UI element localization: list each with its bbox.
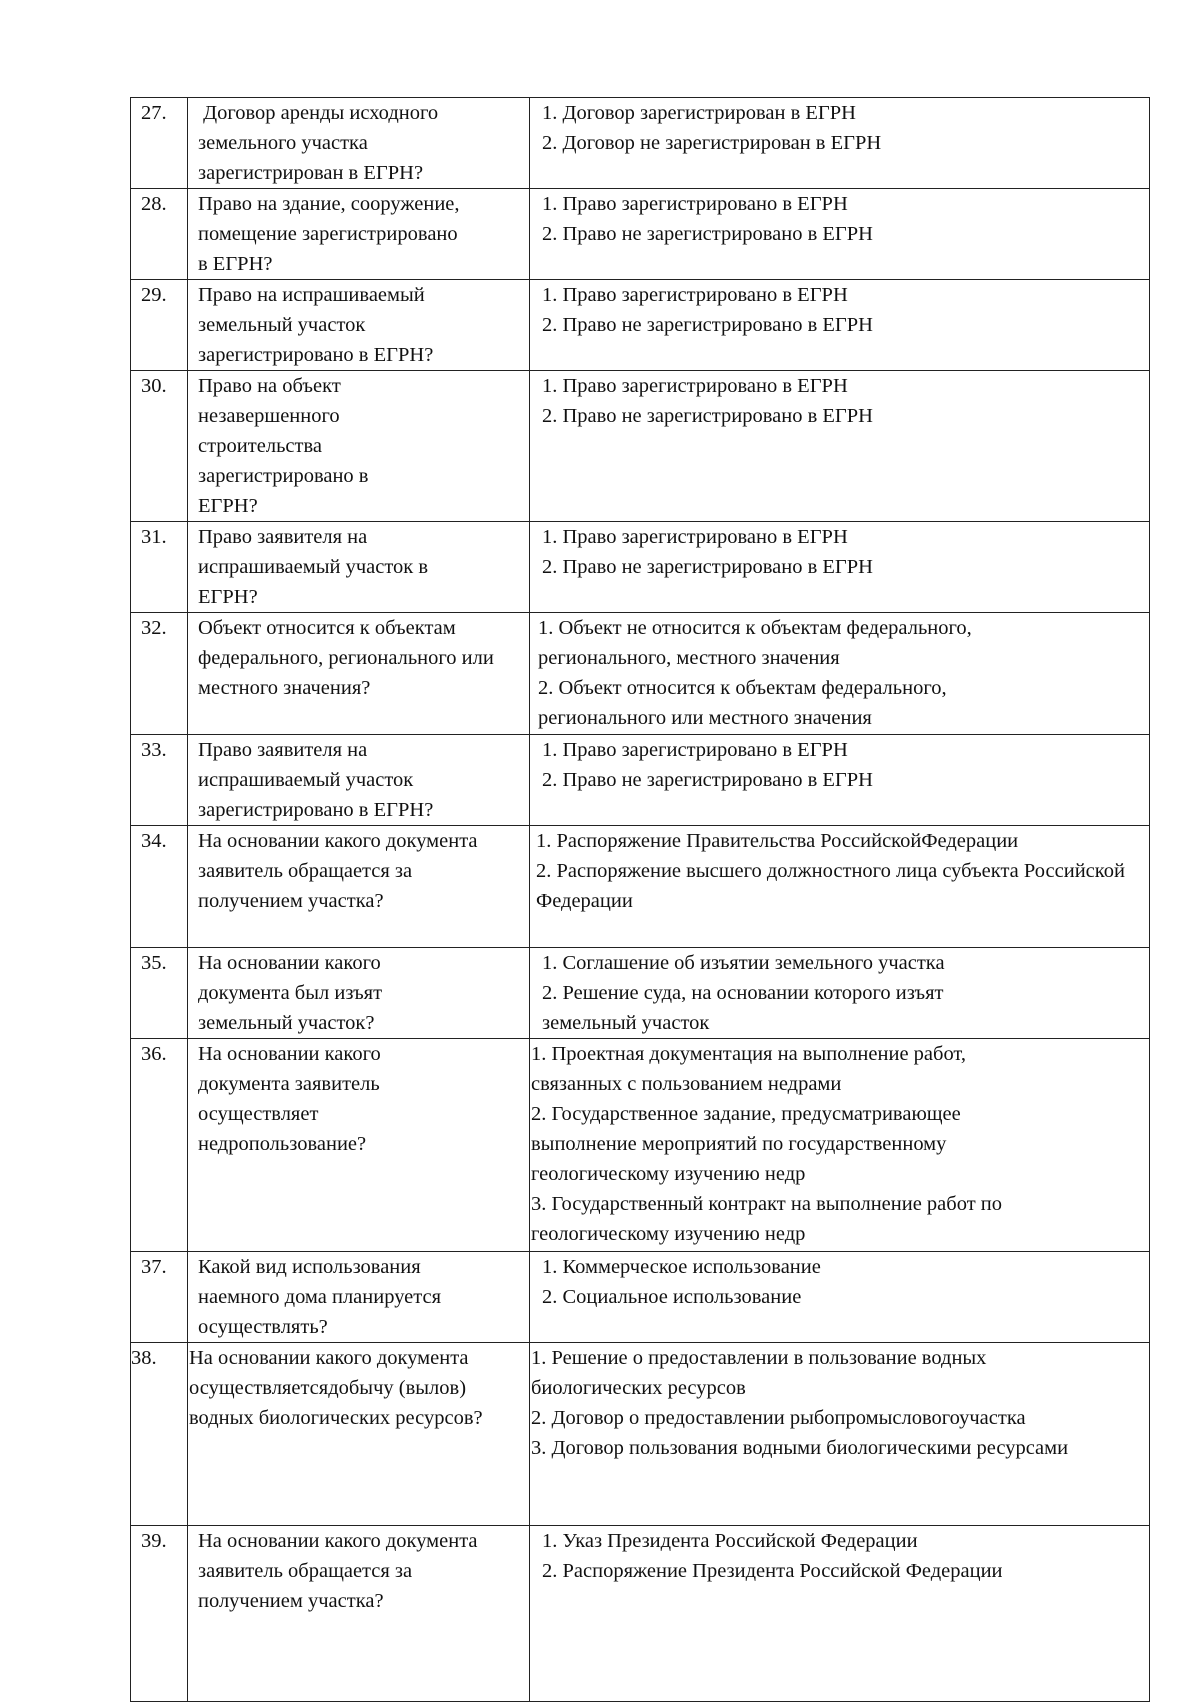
answer-cell [530, 1252, 1150, 1343]
answer-option: 1. Распоряжение Правительства РоссийскойФедерации [536, 830, 1019, 852]
answer-option: 2. Право не зарегистрировано в ЕГРН [542, 223, 873, 245]
question-cell [188, 189, 530, 280]
row-number: 38. [131, 1343, 188, 1526]
table-row [131, 280, 1150, 371]
answer-option: 2. Право не зарегистрировано в ЕГРН [542, 556, 873, 578]
answer-option: 1. Договор зарегистрирован в ЕГРН [542, 102, 856, 124]
answer-cell [530, 948, 1150, 1039]
question-text: Право на здание, сооружение, помещение зарегистрировано в ЕГРН? [198, 193, 460, 275]
question-cell [188, 735, 530, 826]
question-cell [188, 98, 530, 189]
table-row [131, 1039, 1150, 1252]
table-row [131, 613, 1150, 735]
answer-option: 2. Право не зарегистрировано в ЕГРН [542, 405, 873, 427]
answer-option: 2. Государственное задание, предусматривающее выполнение мероприятий по государственному геологическому изучению недр [531, 1103, 961, 1185]
answer-cell [530, 98, 1150, 189]
question-text: Договор аренды исходного земельного участка зарегистрирован в ЕГРН? [198, 102, 444, 184]
answer-cell [530, 826, 1150, 948]
row-number: 27. [131, 98, 188, 189]
row-number: 32. [131, 613, 188, 735]
question-text: Право заявителя на испрашиваемый участок в ЕГРН? [198, 526, 429, 608]
answer-option: 1. Решение о предоставлении в пользование водных биологических ресурсов [531, 1347, 987, 1399]
row-number: 39. [131, 1526, 188, 1702]
row-number: 36. [131, 1039, 188, 1252]
answer-cell [530, 522, 1150, 613]
answer-cell [530, 1039, 1150, 1252]
answer-cell [530, 371, 1150, 522]
answer-option: 2. Социальное использование [542, 1286, 802, 1308]
answer-cell [530, 613, 1150, 735]
table-row [131, 1252, 1150, 1343]
question-cell [188, 280, 530, 371]
answer-option: 1. Право зарегистрировано в ЕГРН [542, 739, 848, 761]
question-cell [188, 1526, 530, 1702]
document-page [130, 97, 1149, 1702]
answer-option: 2. Объект относится к объектам федерального, регионального или местного значения [538, 677, 947, 729]
answer-option: 1. Право зарегистрировано в ЕГРН [542, 193, 848, 215]
question-text: Право на испрашиваемый земельный участок зарегистрировано в ЕГРН? [198, 284, 434, 366]
answer-option: 2. Решение суда, на основании которого изъят земельный участок [542, 982, 944, 1034]
row-number: 31. [131, 522, 188, 613]
answer-option: 1. Проектная документация на выполнение работ, связанных с пользованием недрами [531, 1043, 966, 1095]
question-cell [188, 1039, 530, 1252]
question-text: Право заявителя на испрашиваемый участок зарегистрировано в ЕГРН? [198, 739, 434, 821]
question-text: На основании какого документа заявитель осуществляет недропользование? [198, 1043, 381, 1155]
answer-option: 1. Право зарегистрировано в ЕГРН [542, 284, 848, 306]
answer-option: 2. Распоряжение Президента Российской Федерации [542, 1560, 1003, 1582]
question-text: Право на объект незавершенного строительства зарегистрировано в ЕГРН? [198, 375, 369, 517]
answer-cell [530, 1526, 1150, 1702]
question-cell [188, 948, 530, 1039]
answer-option: 1. Право зарегистрировано в ЕГРН [542, 526, 848, 548]
row-number: 30. [131, 371, 188, 522]
row-number: 29. [131, 280, 188, 371]
table-row [131, 522, 1150, 613]
question-text: На основании какого документа осуществляетсядобычу (вылов) водных биологических ресурсов? [189, 1347, 483, 1429]
table-row [131, 948, 1150, 1039]
questions-table [130, 97, 1150, 1702]
answer-cell [530, 1343, 1150, 1526]
answer-option: 2. Распоряжение высшего должностного лица субъекта Российской Федерации [536, 860, 1125, 912]
answer-cell [530, 735, 1150, 826]
answer-option: 1. Объект не относится к объектам федерального, регионального, местного значения [538, 617, 972, 669]
table-row [131, 371, 1150, 522]
question-cell [188, 1343, 530, 1526]
table-row [131, 189, 1150, 280]
answer-option: 1. Право зарегистрировано в ЕГРН [542, 375, 848, 397]
answer-cell [530, 280, 1150, 371]
question-text: Какой вид использования наемного дома планируется осуществлять? [198, 1256, 442, 1338]
answer-option: 2. Право не зарегистрировано в ЕГРН [542, 769, 873, 791]
row-number: 33. [131, 735, 188, 826]
answer-option: 1. Коммерческое использование [542, 1256, 821, 1278]
table-row [131, 826, 1150, 948]
row-number: 28. [131, 189, 188, 280]
table-row [131, 98, 1150, 189]
answer-option: 2. Договор не зарегистрирован в ЕГРН [542, 132, 882, 154]
answer-option: 3. Договор пользования водными биологическими ресурсами [531, 1437, 1069, 1459]
row-number: 37. [131, 1252, 188, 1343]
question-text: На основании какого документа заявитель обращается за получением участка? [198, 830, 478, 912]
question-cell [188, 371, 530, 522]
answer-cell [530, 189, 1150, 280]
answer-option: 2. Право не зарегистрировано в ЕГРН [542, 314, 873, 336]
question-cell [188, 1252, 530, 1343]
row-number: 35. [131, 948, 188, 1039]
answer-option: 2. Договор о предоставлении рыбопромысловогоучастка [531, 1407, 1026, 1429]
table-row [131, 735, 1150, 826]
answer-option: 3. Государственный контракт на выполнение работ по геологическому изучению недр [531, 1193, 1002, 1245]
table-row [131, 1526, 1150, 1702]
question-cell [188, 613, 530, 735]
question-text: На основании какого документа был изъят земельный участок? [198, 952, 383, 1034]
question-text: На основании какого документа заявитель обращается за получением участка? [198, 1530, 478, 1612]
question-cell [188, 522, 530, 613]
question-text: Объект относится к объектам федерального, регионального или местного значения? [198, 617, 494, 699]
answer-option: 1. Соглашение об изъятии земельного участка [542, 952, 945, 974]
row-number: 34. [131, 826, 188, 948]
answer-option: 1. Указ Президента Российской Федерации [542, 1530, 918, 1552]
table-row [131, 1343, 1150, 1526]
question-cell [188, 826, 530, 948]
